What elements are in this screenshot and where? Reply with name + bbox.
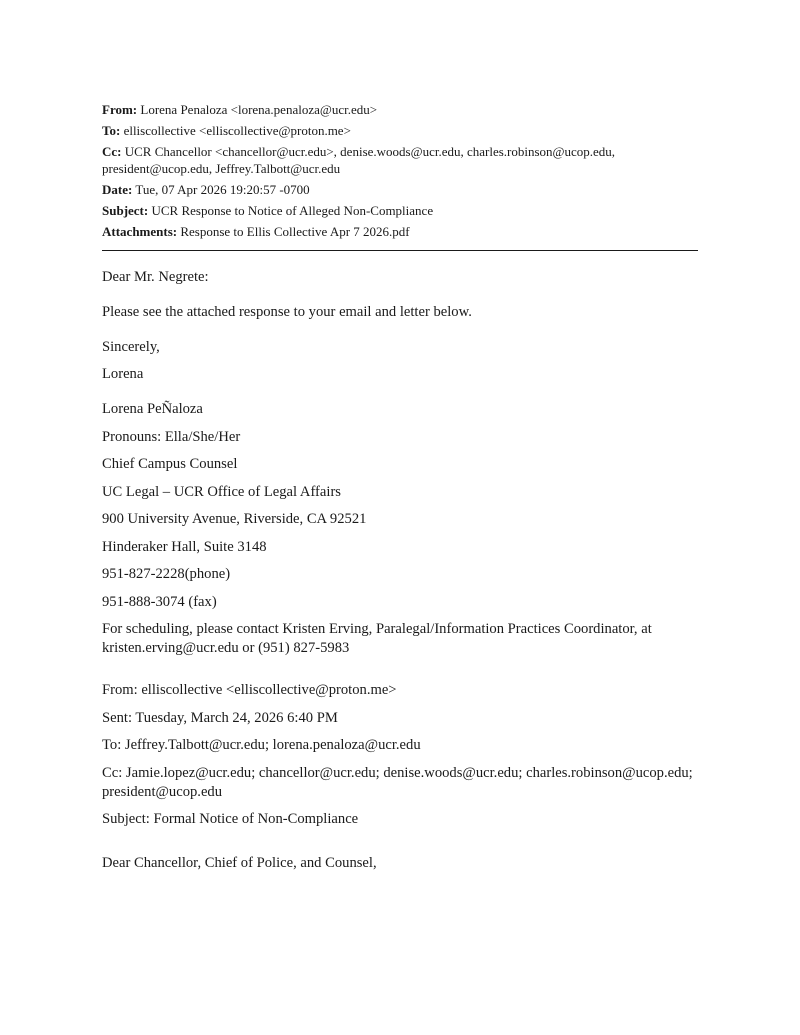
signature-block (102, 400, 698, 658)
email-header (102, 101, 698, 240)
signature-fax: 951-888-3074 (fax) (102, 593, 217, 610)
header-attachments-label: Attachments: (102, 224, 178, 239)
forwarded-header (102, 681, 698, 829)
forwarded-from: From: elliscollective <elliscollective@proton.me> (102, 682, 397, 698)
signature-phone: 951-827-2228(phone) (102, 566, 231, 582)
header-to-row (102, 122, 698, 139)
header-divider (102, 250, 698, 251)
header-subject-label: Subject: (102, 203, 149, 218)
email-document (102, 101, 698, 873)
header-subject-value: UCR Response to Notice of Alleged Non-Compliance (151, 203, 434, 218)
message-sender-name: Lorena (102, 366, 144, 382)
signature-office: UC Legal – UCR Office of Legal Affairs (102, 483, 341, 500)
header-date-label: Date: (102, 182, 133, 197)
forwarded-to: To: Jeffrey.Talbott@ucr.edu; lorena.penaloza@ucr.edu (102, 737, 421, 753)
signature-title: Chief Campus Counsel (102, 456, 238, 472)
header-from-row (102, 101, 698, 118)
email-body (102, 268, 698, 873)
header-date-value: Tue, 07 Apr 2026 19:20:57 -0700 (135, 182, 310, 197)
signature-address: 900 University Avenue, Riverside, CA 92521 (102, 511, 367, 527)
header-date-row (102, 181, 698, 198)
header-to-value: elliscollective <elliscollective@proton.me> (123, 123, 351, 138)
header-from-label: From: (102, 102, 138, 117)
forwarded-subject: Subject: Formal Notice of Non-Compliance (102, 811, 359, 827)
header-to-label: To: (102, 123, 121, 138)
signature-building: Hinderaker Hall, Suite 3148 (102, 538, 267, 555)
header-cc-label: Cc: (102, 144, 122, 159)
header-cc-value: UCR Chancellor <chancellor@ucr.edu>, denise.woods@ucr.edu, charles.robinson@ucop.edu, president@ucop.edu, Jeffrey.Talbott@ucr.edu (102, 144, 616, 176)
message-greeting: Dear Mr. Negrete: (102, 269, 209, 285)
message-closing: Sincerely, (102, 339, 160, 355)
header-subject-row (102, 202, 698, 219)
header-attachments-value: Response to Ellis Collective Apr 7 2026.pdf (180, 224, 410, 239)
signature-full-name: Lorena PeÑaloza (102, 401, 203, 417)
forwarded-sent: Sent: Tuesday, March 24, 2026 6:40 PM (102, 709, 338, 726)
header-cc-row (102, 143, 698, 177)
signature-pronouns: Pronouns: Ella/She/Her (102, 428, 241, 445)
signature-scheduling: For scheduling, please contact Kristen Erving, Paralegal/Information Practices Coordinator, at kristen.erving@ucr.edu or (951) 827-5983 (102, 621, 652, 656)
message-paragraph: Please see the attached response to your email and letter below. (102, 304, 472, 320)
header-from-value: Lorena Penaloza <lorena.penaloza@ucr.edu> (140, 102, 378, 117)
forwarded-greeting: Dear Chancellor, Chief of Police, and Counsel, (102, 855, 377, 871)
forwarded-cc: Cc: Jamie.lopez@ucr.edu; chancellor@ucr.edu; denise.woods@ucr.edu; charles.robinson@ucop.edu; president@ucop.edu (102, 764, 693, 800)
header-attachments-row (102, 223, 698, 240)
